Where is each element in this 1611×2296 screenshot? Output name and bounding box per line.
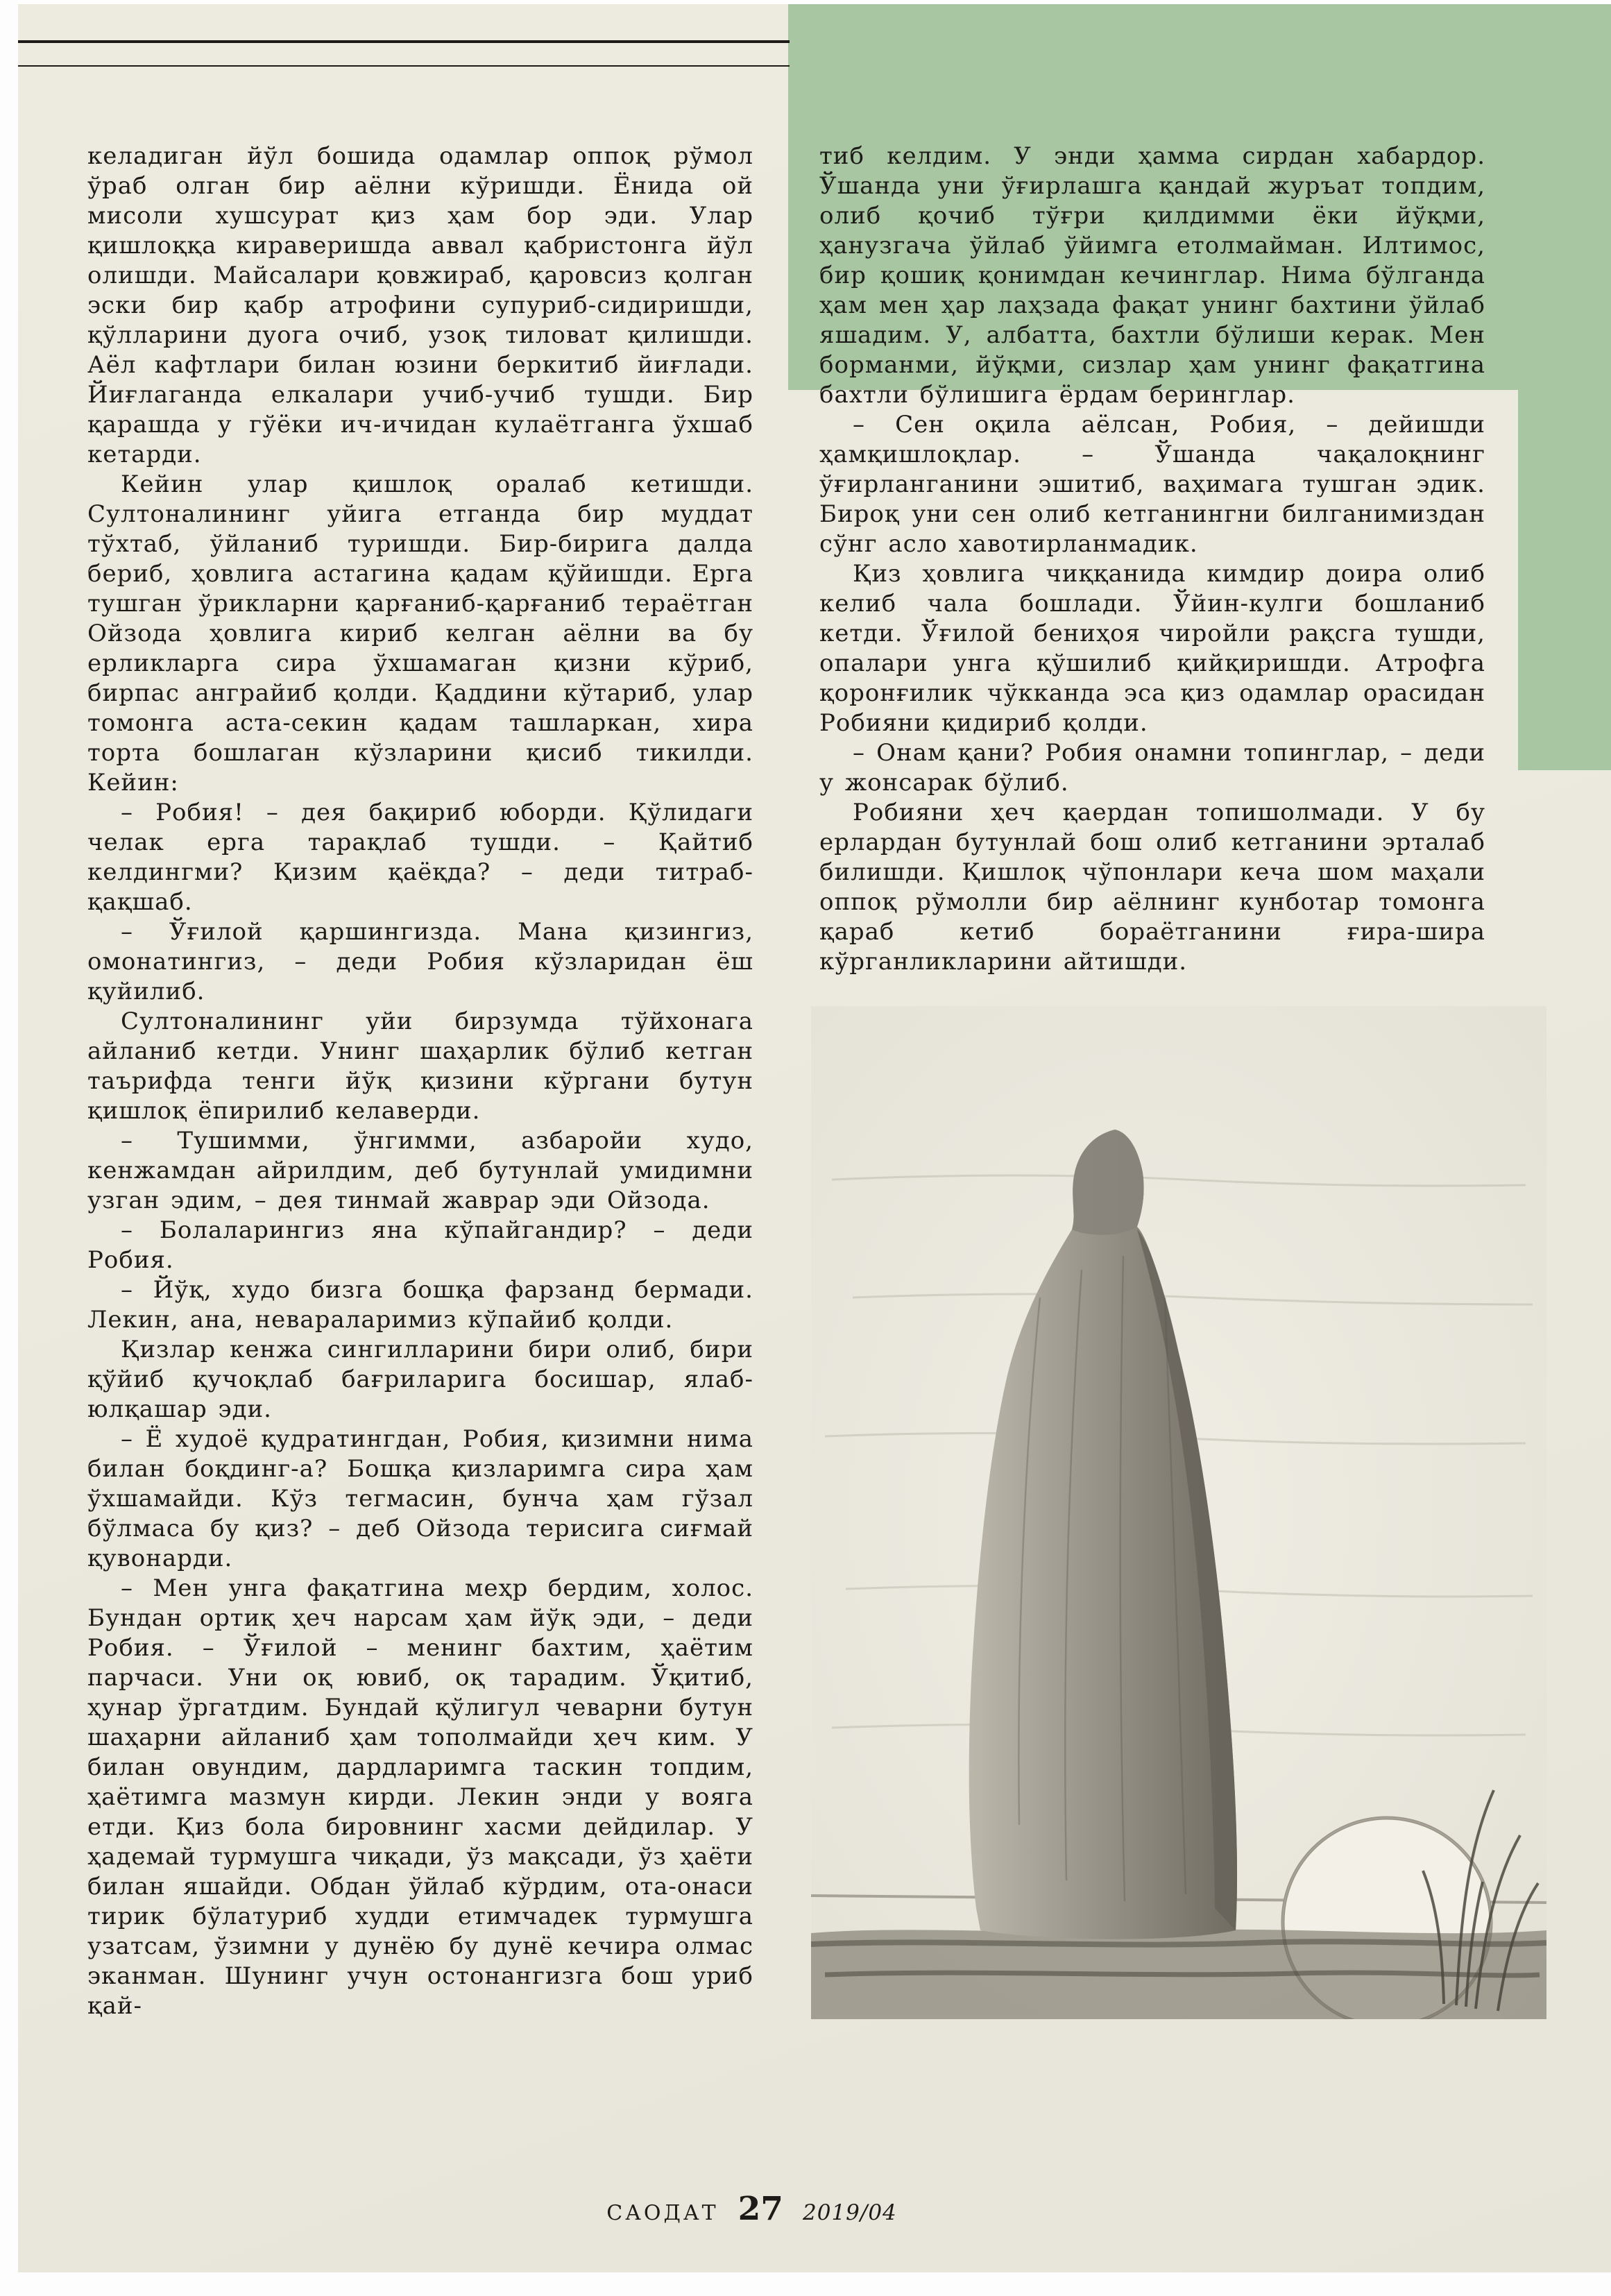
paragraph: – Болаларингиз яна кўпайгандир? – деди Робия. [87, 1216, 753, 1274]
paragraph: Қиз ҳовлига чиққанида кимдир доира олиб келиб чала бошлади. Ўйин-кулги бошланиб кетди. Ўғилой бениҳоя чиройли рақсга тушди, опалари унга қўшилиб қийқиришди. Атрофга қоронғилик чўкканда эса қиз одамлар орасидан Робияни қидириб қолди. [819, 560, 1485, 737]
paragraph: – Ўғилой қаршингизда. Мана қизингиз, омонатингиз, – деди Робия кўзларидан ёш қуйилиб. [87, 918, 753, 1005]
ground [811, 1930, 1546, 2019]
scan-edge-bottom [0, 2272, 1611, 2296]
scan-edge-left [0, 0, 18, 2296]
veiled-figure-illustration [811, 1006, 1552, 2022]
paragraph: – Сен оқила аёлсан, Робия, – дейишди ҳамқишлоқлар. – Ўшанда чақалоқнинг ўғирланганини эшитиб, ваҳимага тушган эдик. Бироқ уни сен олиб кетганингни билганимиздан сўнг асло хавотирланмадик. [819, 411, 1485, 558]
paragraph: тиб келдим. У энди ҳамма сирдан хабардор. Ўшанда уни ўғирлашга қандай журъат топдим, олиб қочиб тўғри қилдимми ёки йўқми, ҳанузгача ўйлаб ўйимга етолмайман. Илтимос, бир қошиқ қонимдан кечинглар. Нима бўлганда ҳам мен ҳар лаҳзада фақат унинг бахтини ўйлаб яшадим. У, албатта, бахтли бўлиши керак. Мен борманми, йўқми, сизлар ҳам унинг фақатгина бахтли бўлишига ёрдам беринглар. [819, 142, 1485, 409]
right-column-text [819, 142, 1485, 977]
top-rule-thick [18, 40, 790, 43]
page-number: 27 [738, 2190, 783, 2228]
paragraph: – Онам қани? Робия онамни топинглар, – деди у жонсарак бўлиб. [819, 739, 1485, 797]
paragraph: Қизлар кенжа сингилларини бири олиб, бири қўйиб қучоқлаб бағриларига босишар, ялаб-юлқашар эди. [87, 1336, 753, 1423]
top-rule-thin [18, 65, 790, 67]
paragraph: – Мен унга фақатгина меҳр бердим, холос. Бундан ортиқ ҳеч нарсам ҳам йўқ эди, – деди Робия. – Ўғилой – менинг бахтим, ҳаётим парчаси. Уни оқ ювиб, оқ тарадим. Ўқитиб, ҳунар ўргатдим. Бундай қўлигул чеварни бутун шаҳарни айланиб ҳам тополмайди ҳеч ким. У билан овундим, дардларимга таскин топдим, ҳаётимга мазмун кирди. Лекин энди у вояга етди. Қиз бола бировнинг хасми дейдилар. У ҳадемай турмушга чиқади, ўз мақсади, ўз ҳаёти билан яшайди. Обдан ўйлаб кўрдим, ота-онаси тирик бўлатуриб худди етимчадек турмушга узатсам, ўзимни у дунёю бу дунё кечира олмас эканман. Шунинг учун остонангизга бош уриб қай- [87, 1574, 753, 2020]
magazine-name: САОДАТ [606, 2201, 719, 2225]
paragraph: Робияни ҳеч қаердан топишолмади. У бу ерлардан бутунлай бош олиб кетганини эрталаб билишди. Қишлоқ чўпонлари кеча шом маҳали оппоқ рўмолли бир аёлнинг кунботар томонга қараб кетиб бораётганини ғира-шира кўрганликларини айтишди. [819, 799, 1485, 976]
paragraph: – Тушимми, ўнгимми, азбаройи худо, кенжамдан айрилдим, деб бутунлай умидимни узган эдим, – дея тинмай жаврар эди Ойзода. [87, 1127, 753, 1214]
paragraph: Кейин улар қишлоқ оралаб кетишди. Султоналининг уйига етганда бир муддат тўхтаб, ўйланиб туришди. Бир-бирига далда бериб, ҳовлига астагина қадам қўйишди. Ерга тушган ўрикларни қарғаниб-қарғаниб тераётган Ойзода ҳовлига кириб келган аёлни ва бу ерликларга сира ўхшамаган қизни кўриб, бирпас анграйиб қолди. Қаддини кўтариб, улар томонга аста-секин қадам ташларкан, хира торта бошлаган кўзларини қисиб тикилди. Кейин: [87, 470, 753, 797]
paragraph: Султоналининг уйи бирзумда тўйхонага айланиб кетди. Унинг шаҳарлик бўлиб кетган таърифда тенги йўқ қизини кўргани бутун қишлоқ ёпирилиб келаверди. [87, 1007, 753, 1125]
paragraph: – Ё худоё қудратингдан, Робия, қизимни нима билан боқдинг-а? Бошқа қизларимга сира ҳам ўхшамайди. Кўз тегмасин, бунча ҳам гўзал бўлмаса бу қиз? – деб Ойзода терисига сиғмай қувонарди. [87, 1425, 753, 1572]
green-strip-right [1518, 390, 1611, 770]
paragraph: келадиган йўл бошида одамлар оппоқ рўмол ўраб олган бир аёлни кўришди. Ёнида ой мисоли хушсурат қиз ҳам бор эди. Улар қишлоққа кираверишда аввал қабристонга йўл олишди. Майсалари қовжираб, қаровсиз қолган эски бир қабр атрофини супуриб-сидиришди, қўлларини дуога очиб, узоқ тиловат қилишди. Аёл кафтлари билан юзини беркитиб йиғлади. Йиғлаганда елкалари учиб-учиб тушди. Бир қарашда у гўёки ич-ичидан кулаётганга ўхшаб кетарди. [87, 142, 753, 468]
right-column [819, 142, 1485, 2022]
paragraph: – Йўқ, худо бизга бошқа фарзанд бермади. Лекин, ана, невараларимиз кўпайиб қолди. [87, 1276, 753, 1334]
left-column [87, 142, 753, 2022]
page-footer [18, 2190, 1485, 2228]
article-body [87, 142, 1485, 2022]
magazine-page [18, 4, 1611, 2272]
paragraph: – Робия! – дея бақириб юборди. Қўлидаги челак ерга тарақлаб тушди. – Қайтиб келдингми? Қизим қаёқда? – деди титраб-қақшаб. [87, 799, 753, 916]
issue-number: 2019/04 [803, 2200, 897, 2225]
